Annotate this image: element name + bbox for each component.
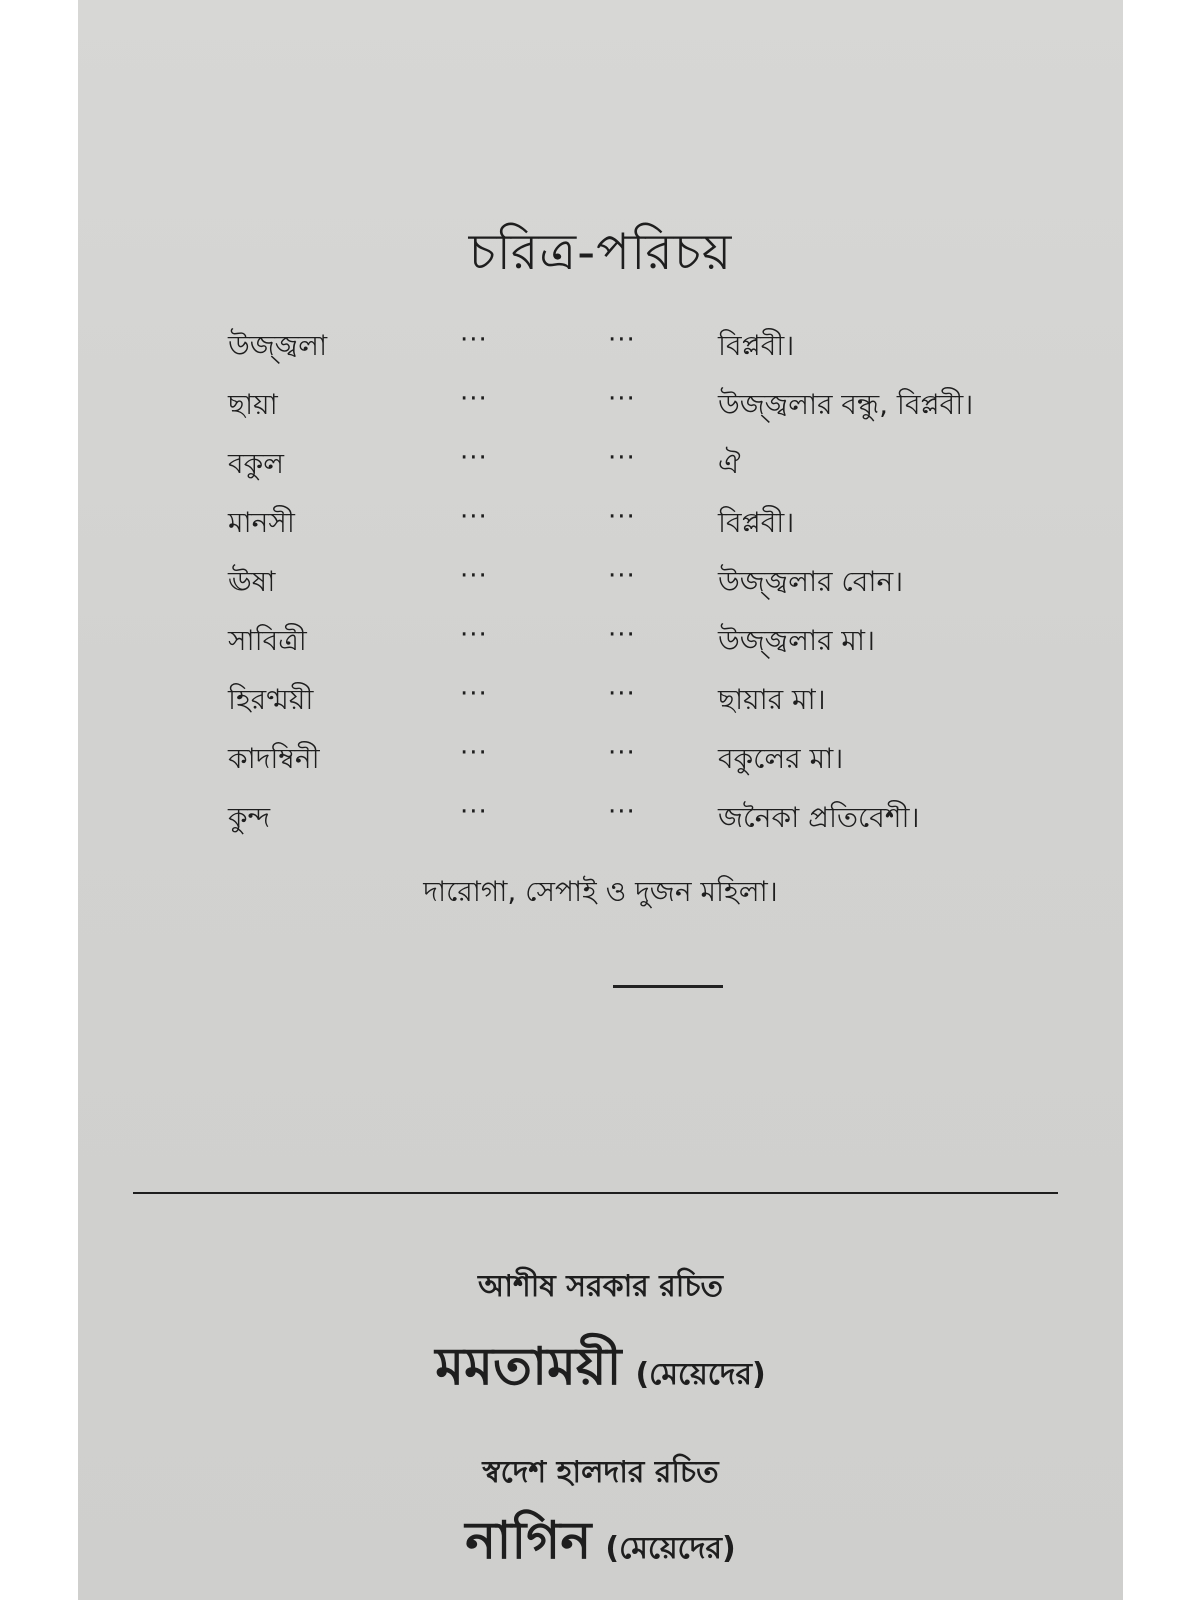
cast-row	[228, 503, 1108, 562]
cast-row	[228, 739, 1108, 798]
leader-dots: ···	[608, 325, 636, 355]
character-role: বিপ্লবী।	[718, 506, 795, 539]
character-role: ঐ	[718, 447, 741, 480]
cast-row	[228, 326, 1108, 385]
leader-dots: ···	[460, 738, 488, 768]
ad-book	[78, 1500, 1123, 1587]
ad-book	[78, 1326, 1123, 1413]
leader-dots: ···	[608, 561, 636, 591]
divider-rule	[133, 1192, 1058, 1194]
character-role: বিপ্লবী।	[718, 329, 795, 362]
cast-row	[228, 385, 1108, 444]
leader-dots: ···	[608, 384, 636, 414]
leader-dots: ···	[460, 443, 488, 473]
character-role: উজ্জ্বলার বোন।	[718, 565, 904, 598]
cast-list	[228, 326, 1108, 857]
cast-row	[228, 621, 1108, 680]
character-role: ছায়ার মা।	[718, 683, 826, 716]
ad-author: আশীষ সরকার রচিত	[477, 1269, 724, 1304]
leader-dots: ···	[460, 502, 488, 532]
character-name: সাবিত্রী	[228, 624, 307, 657]
character-name: মানসী	[228, 506, 295, 539]
leader-dots: ···	[608, 797, 636, 827]
character-name: কুন্দ	[228, 801, 271, 834]
cast-row	[228, 798, 1108, 857]
cast-row	[228, 562, 1108, 621]
book-title: নাগিন	[465, 1511, 592, 1571]
leader-dots: ···	[460, 384, 488, 414]
extras-line: দারোগা, সেপাই ও দুজন মহিলা।	[423, 875, 778, 908]
character-name: হিরণ্ময়ী	[228, 683, 314, 716]
leader-dots: ···	[608, 738, 636, 768]
character-name: বকুল	[228, 447, 285, 480]
leader-dots: ···	[460, 620, 488, 650]
leader-dots: ···	[608, 620, 636, 650]
book-tag: (মেয়েদের)	[605, 1531, 736, 1566]
ornament-dash	[613, 985, 723, 988]
book-tag: (মেয়েদের)	[635, 1357, 766, 1392]
page-title: চরিত্র-পরিচয়	[468, 223, 733, 281]
leader-dots: ···	[460, 679, 488, 709]
cast-row	[228, 680, 1108, 739]
character-role: জনৈকা প্রতিবেশী।	[718, 801, 920, 834]
character-role: উজ্জ্বলার মা।	[718, 624, 876, 657]
character-name: কাদম্বিনী	[228, 742, 320, 775]
leader-dots: ···	[460, 561, 488, 591]
character-role: বকুলের মা।	[718, 742, 844, 775]
character-name: ছায়া	[228, 388, 278, 421]
character-name: উজ্জ্বলা	[228, 329, 328, 362]
book-title: মমতাময়ী	[435, 1337, 622, 1397]
leader-dots: ···	[608, 502, 636, 532]
leader-dots: ···	[608, 679, 636, 709]
character-name: ঊষা	[228, 565, 276, 598]
character-role: উজ্জ্বলার বন্ধু, বিপ্লবী।	[718, 388, 974, 421]
leader-dots: ···	[460, 797, 488, 827]
leader-dots: ···	[460, 325, 488, 355]
book-page	[78, 0, 1123, 1600]
cast-row	[228, 444, 1108, 503]
ad-author: স্বদেশ হালদার রচিত	[482, 1455, 719, 1490]
leader-dots: ···	[608, 443, 636, 473]
